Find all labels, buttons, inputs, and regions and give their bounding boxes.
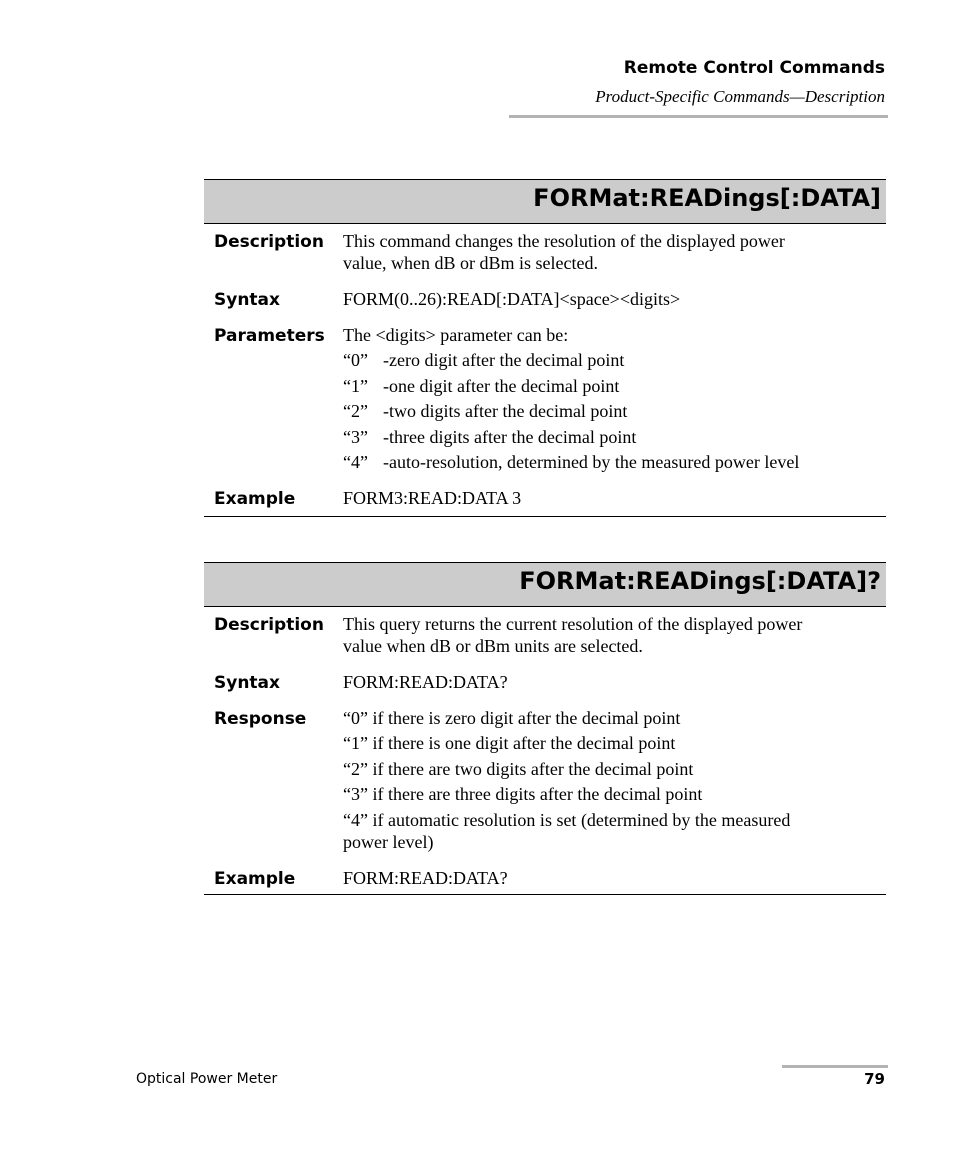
syntax-label: Syntax	[214, 673, 280, 693]
command-block-1	[204, 179, 886, 517]
command-title: FORMat:READings[:DATA]?	[519, 567, 881, 595]
command-title-bar	[204, 562, 886, 607]
response-label: Response	[214, 709, 307, 729]
description-label: Description	[214, 615, 324, 635]
command-body	[204, 607, 886, 895]
response-line: “0” if there is zero digit after the decimal point	[343, 708, 681, 728]
parameter-text: -two digits after the decimal point	[383, 401, 628, 421]
example-value: FORM:READ:DATA?	[343, 868, 508, 888]
parameters-label: Parameters	[214, 326, 325, 346]
parameter-text: -one digit after the decimal point	[383, 376, 620, 396]
parameter-code: “1”	[343, 376, 368, 396]
description-line: This query returns the current resolution of the displayed power	[343, 614, 803, 634]
response-line: “2” if there are two digits after the decimal point	[343, 759, 694, 779]
description-line: This command changes the resolution of the displayed power	[343, 231, 785, 251]
header-rule	[509, 115, 888, 118]
example-label: Example	[214, 869, 296, 889]
header-subtitle: Product-Specific Commands—Description	[595, 87, 885, 106]
page-number: 79	[864, 1070, 885, 1088]
command-title-bar	[204, 179, 886, 224]
parameter-text: -auto-resolution, determined by the measured power level	[383, 452, 800, 472]
syntax-label: Syntax	[214, 290, 280, 310]
footer-product-name: Optical Power Meter	[136, 1071, 278, 1087]
parameter-code: “4”	[343, 452, 368, 472]
response-line: “3” if there are three digits after the decimal point	[343, 784, 703, 804]
parameter-text: -three digits after the decimal point	[383, 427, 637, 447]
command-block-2	[204, 562, 886, 895]
command-body	[204, 224, 886, 517]
parameter-code: “2”	[343, 401, 368, 421]
parameters-intro: The <digits> parameter can be:	[343, 325, 569, 345]
parameter-code: “0”	[343, 350, 368, 370]
syntax-value: FORM(0..26):READ[:DATA]<space><digits>	[343, 289, 681, 309]
description-label: Description	[214, 232, 324, 252]
example-value: FORM3:READ:DATA 3	[343, 488, 522, 508]
syntax-value: FORM:READ:DATA?	[343, 672, 508, 692]
footer-rule	[782, 1065, 888, 1068]
example-label: Example	[214, 489, 296, 509]
command-title: FORMat:READings[:DATA]	[533, 184, 881, 212]
response-line: power level)	[343, 832, 434, 852]
description-line: value when dB or dBm units are selected.	[343, 636, 643, 656]
response-line: “1” if there is one digit after the decimal point	[343, 733, 676, 753]
response-line: “4” if automatic resolution is set (determined by the measured	[343, 810, 791, 830]
parameter-text: -zero digit after the decimal point	[383, 350, 625, 370]
description-line: value, when dB or dBm is selected.	[343, 253, 598, 273]
header-title: Remote Control Commands	[623, 58, 885, 78]
parameter-code: “3”	[343, 427, 368, 447]
